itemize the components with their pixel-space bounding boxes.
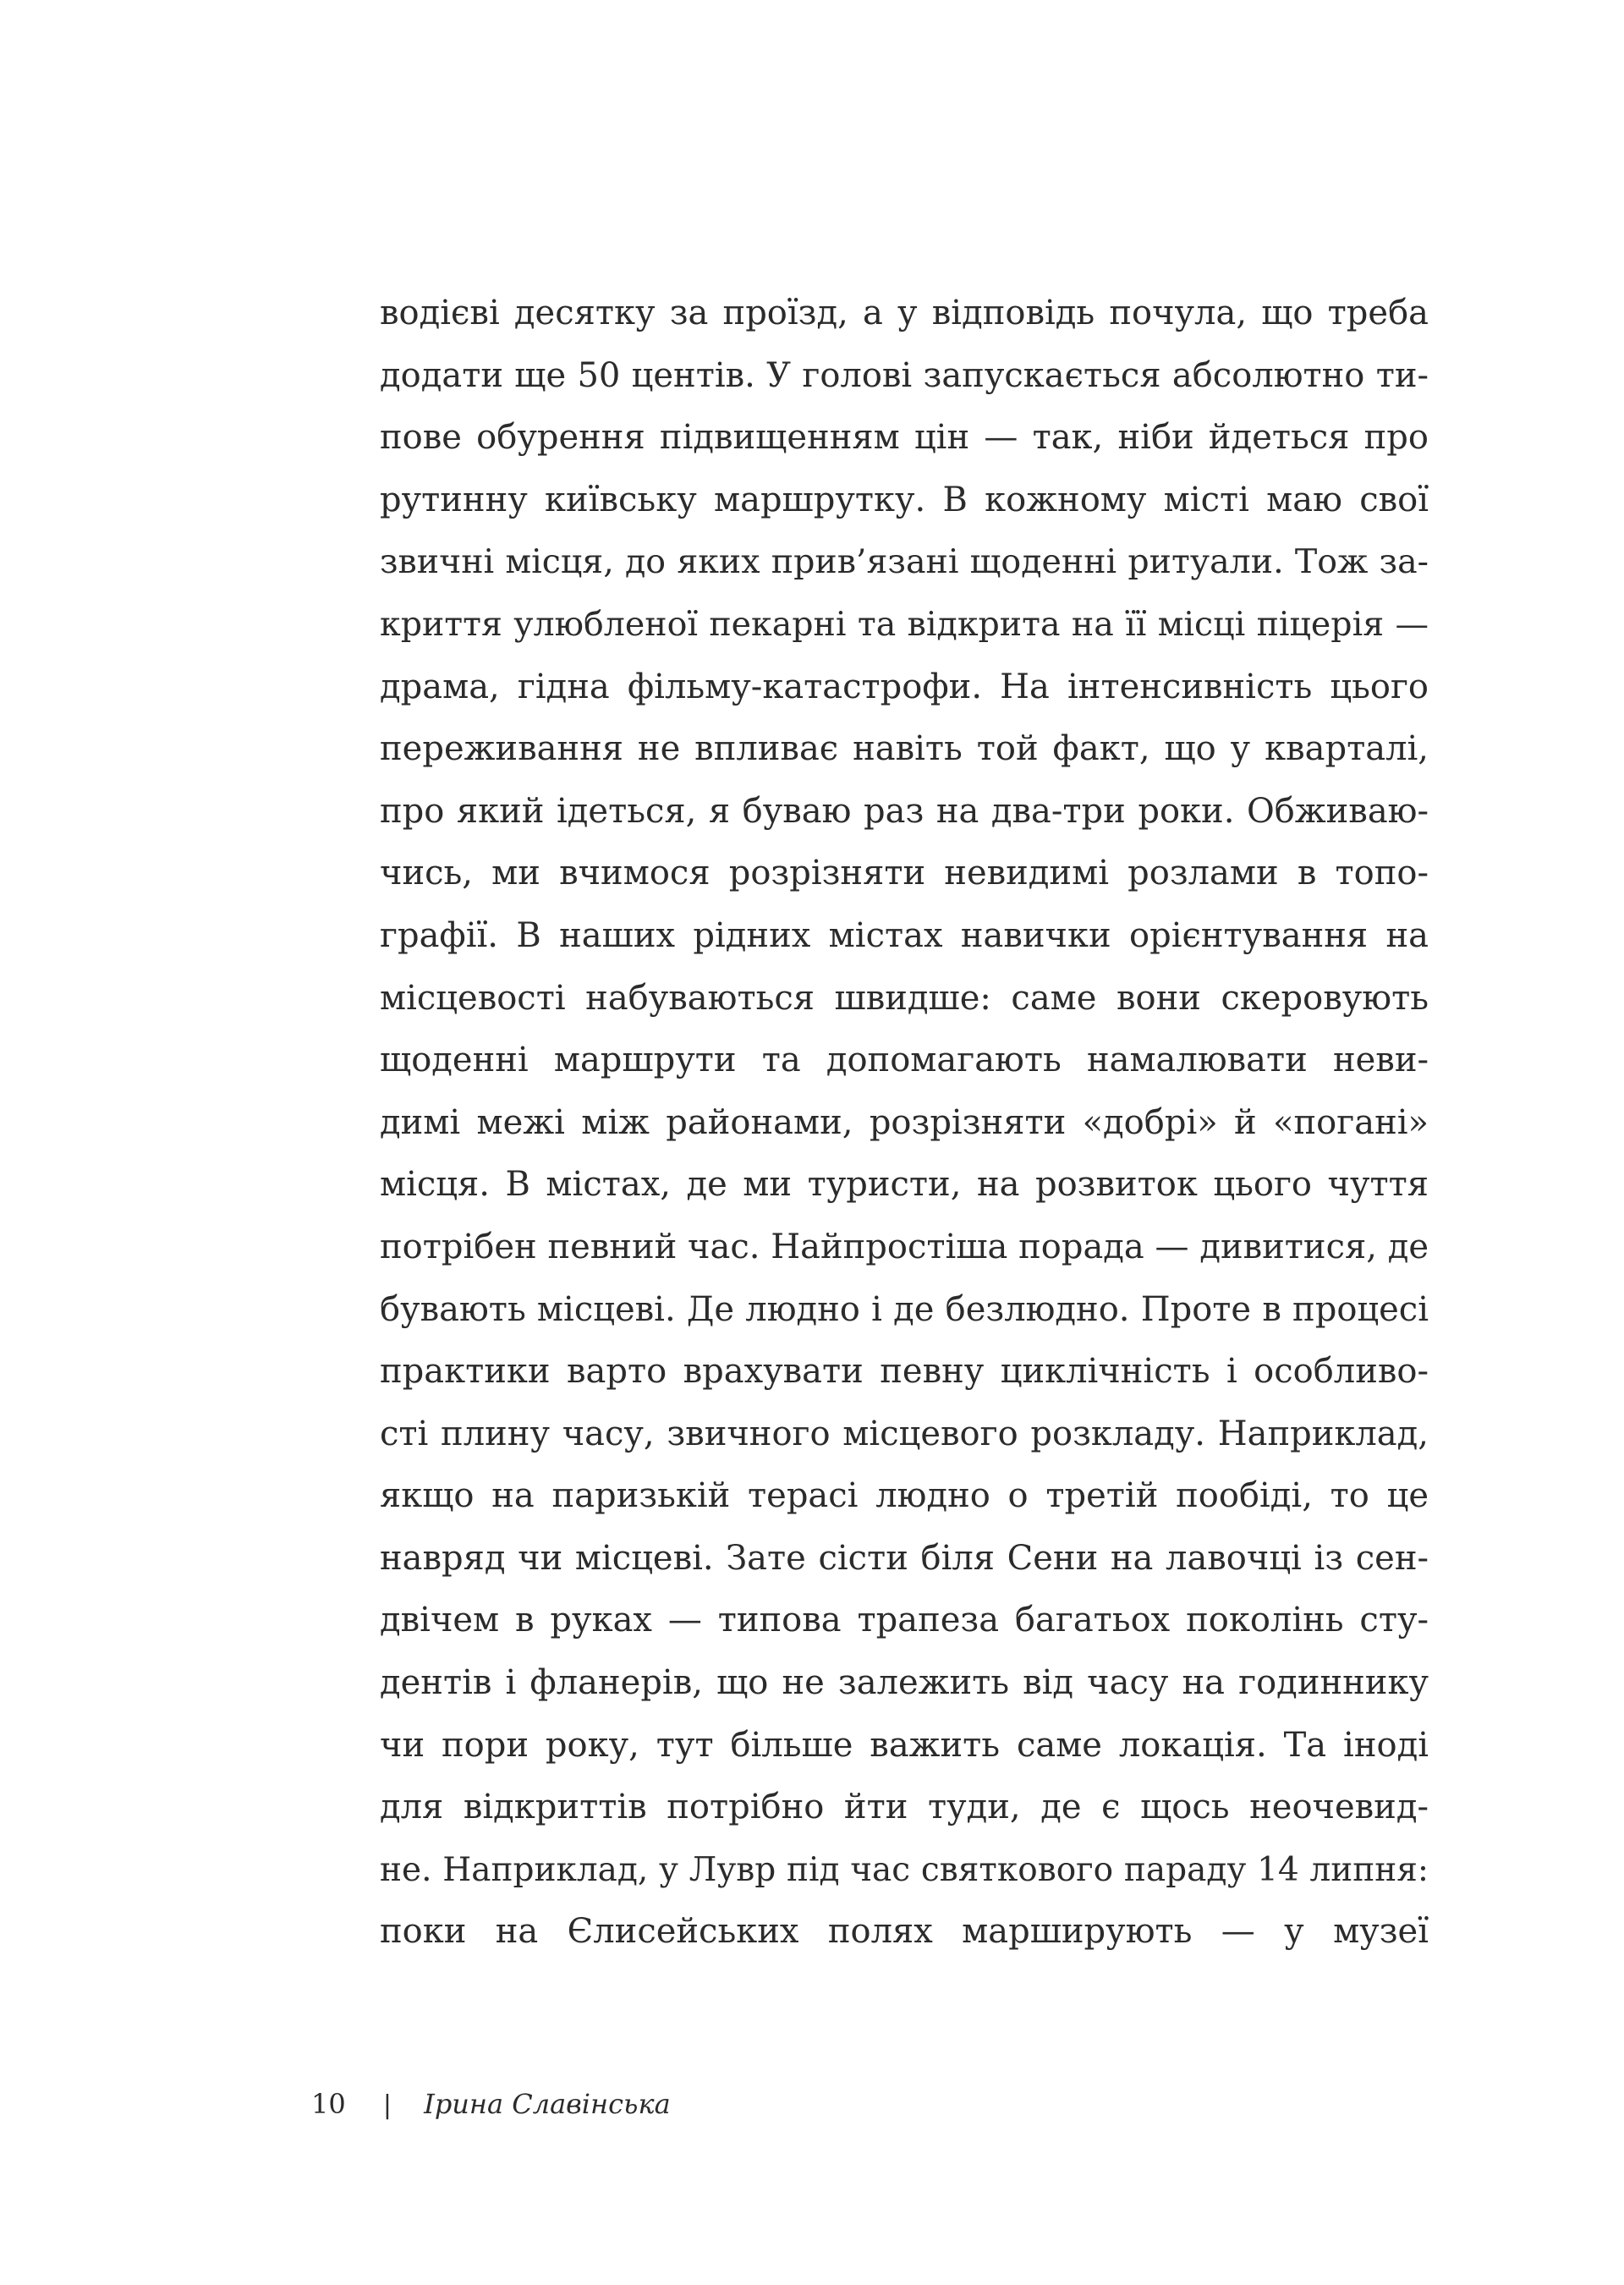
text-line: бувають місцеві. Де людно і де безлюдно. Проте в процесі <box>380 1289 1429 1329</box>
text-line: криття улюбленої пекарні та відкрита на її місці піцерія — <box>380 604 1429 644</box>
text-line: навряд чи місцеві. Зате сісти біля Сени на лавочці із сен- <box>380 1538 1429 1578</box>
text-line: потрібен певний час. Найпростіша порада — дивитися, де <box>380 1227 1429 1266</box>
body-text <box>380 283 1429 1964</box>
text-line: додати ще 50 центів. У голові запускається абсолютно ти- <box>380 355 1429 395</box>
text-line: для відкриттів потрібно йти туди, де є щось неочевид- <box>380 1788 1429 1827</box>
text-line: двічем в руках — типова трапеза багатьох поколінь сту- <box>380 1601 1429 1640</box>
text-line: дентів і фланерів, що не залежить від часу на годиннику <box>380 1663 1429 1703</box>
page-footer <box>311 2083 671 2125</box>
text-line: рутинну київську маршрутку. В кожному місті маю свої <box>380 480 1429 519</box>
text-line: місця. В містах, де ми туристи, на розвиток цього чуття <box>380 1165 1429 1205</box>
text-line: графії. В наших рідних містах навички орієнтування на <box>380 915 1429 955</box>
text-line: поки на Єлисейських полях марширують — у музеї <box>380 1912 1429 1952</box>
text-line: драма, гідна фільму-катастрофи. На інтенсивність цього <box>380 667 1429 706</box>
text-line: чись, ми вчимося розрізняти невидимі розлами в топо- <box>380 854 1429 893</box>
page-number: 10 <box>311 2088 346 2120</box>
text-line: якщо на паризькій терасі людно о третій пообіді, то це <box>380 1476 1429 1516</box>
text-line: димі межі між районами, розрізняти «добрі» й «погані» <box>380 1102 1429 1142</box>
text-line: пове обурення підвищенням цін — так, ніби йдеться про <box>380 418 1429 458</box>
text-line: чи пори року, тут більше важить саме локація. Та іноді <box>380 1725 1429 1765</box>
text-line: переживання не впливає навіть той факт, що у кварталі, <box>380 729 1429 769</box>
text-line: практики варто врахувати певну циклічність і особливо- <box>380 1352 1429 1392</box>
footer-separator: | <box>382 2090 392 2120</box>
text-line: сті плину часу, звичного місцевого розкладу. Наприклад, <box>380 1414 1429 1453</box>
text-line: водієві десятку за проїзд, а у відповідь почула, що треба <box>380 294 1429 332</box>
text-line: не. Наприклад, у Лувр під час святкового параду 14 липня: <box>380 1850 1429 1889</box>
author-name: Ірина Славінська <box>424 2088 671 2120</box>
text-line: про який ідеться, я буваю раз на два-три роки. Обживаю- <box>380 791 1429 831</box>
text-line: звичні місця, до яких прив’язані щоденні ритуали. Тож за- <box>380 542 1429 582</box>
text-line: місцевості набуваються швидше: саме вони скеровують <box>380 978 1429 1018</box>
text-line: щоденні маршрути та допомагають намалювати неви- <box>380 1041 1429 1080</box>
